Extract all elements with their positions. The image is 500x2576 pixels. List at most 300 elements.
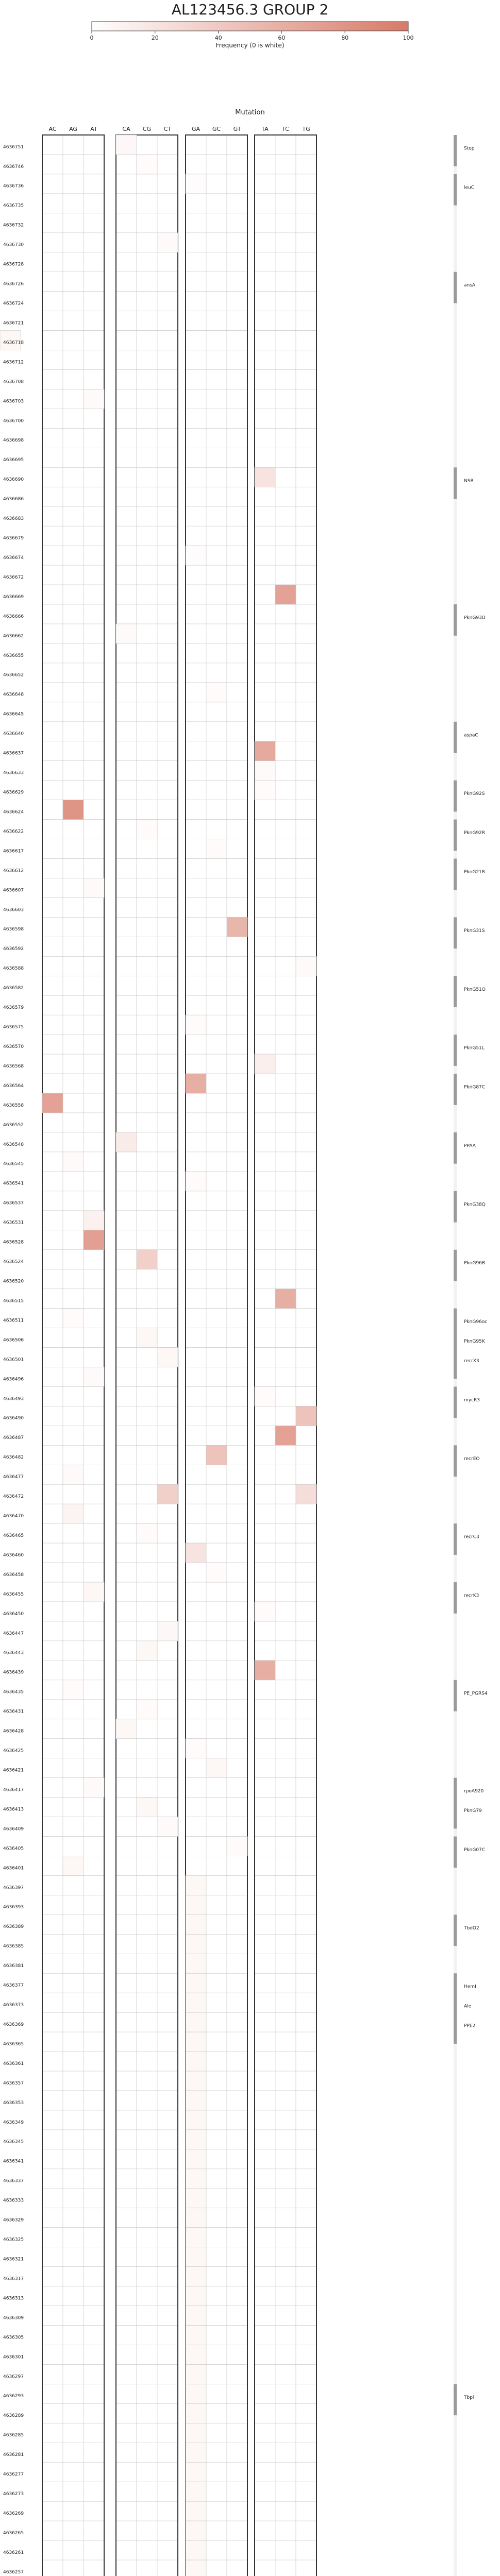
grid-cell <box>84 820 104 839</box>
grid-cell <box>296 585 316 604</box>
grid-cell <box>296 2169 316 2189</box>
grid-cell <box>84 741 104 761</box>
grid-cell <box>116 604 137 624</box>
grid-cell <box>206 1191 227 1211</box>
grid-cell <box>42 1973 63 1993</box>
heat-cell <box>137 155 157 174</box>
grid-cell <box>206 1523 227 1543</box>
grid-cell <box>206 1465 227 1484</box>
grid-cell <box>84 2540 104 2560</box>
grid-cell <box>255 1817 275 1837</box>
grid-cell <box>42 2110 63 2130</box>
grid-cell <box>206 741 227 761</box>
grid-cell <box>84 1856 104 1875</box>
heat-cell <box>296 956 316 976</box>
row-label: 4636629 <box>3 790 24 795</box>
row-label: 4636683 <box>3 516 24 522</box>
row-label: 4636652 <box>3 672 24 678</box>
grid-cell <box>157 1211 178 1230</box>
row-label: 4636617 <box>3 849 24 854</box>
grid-cell <box>296 761 316 781</box>
grid-cell <box>84 1504 104 1523</box>
grid-cell <box>206 2326 227 2345</box>
grid-cell <box>186 526 206 546</box>
grid-cell <box>206 643 227 663</box>
grid-cell <box>42 1348 63 1367</box>
annotation-label: PknG92R <box>464 831 486 836</box>
grid-cell <box>186 741 206 761</box>
row-label: 4636297 <box>3 2374 24 2380</box>
grid-cell <box>296 1191 316 1211</box>
heat-cell <box>186 2560 206 2576</box>
row-label: 4636493 <box>3 1396 24 1402</box>
grid-cell <box>296 2130 316 2149</box>
grid-cell <box>296 1015 316 1035</box>
grid-cell <box>84 135 104 155</box>
grid-cell <box>42 1660 63 1680</box>
annotation-label: PknG87C <box>464 1084 486 1090</box>
grid-cell <box>255 1093 275 1113</box>
grid-cell <box>137 1074 157 1093</box>
grid-cell <box>227 1582 247 1602</box>
grid-cell <box>116 702 137 722</box>
grid-cell <box>227 428 247 448</box>
grid-cell <box>227 487 247 506</box>
grid-cell <box>137 995 157 1015</box>
grid-cell <box>116 448 137 467</box>
grid-cell <box>137 506 157 526</box>
grid-cell <box>275 781 296 800</box>
heat-cell <box>186 2149 206 2169</box>
row-label: 4636329 <box>3 2217 24 2223</box>
grid-cell <box>63 1523 84 1543</box>
grid-cell <box>227 2364 247 2384</box>
grid-cell <box>84 937 104 956</box>
grid-cell <box>63 2423 84 2443</box>
heat-cell <box>63 1680 84 1700</box>
grid-cell <box>296 722 316 741</box>
grid-cell <box>227 1172 247 1191</box>
grid-cell <box>206 252 227 272</box>
grid-cell <box>84 213 104 233</box>
row-label: 4636365 <box>3 2041 24 2047</box>
grid-cell <box>42 331 63 350</box>
grid-cell <box>206 546 227 565</box>
row-label: 4636712 <box>3 360 24 365</box>
grid-cell <box>255 1211 275 1230</box>
grid-cell <box>157 213 178 233</box>
grid-cell <box>255 1563 275 1582</box>
grid-cell <box>186 1641 206 1660</box>
grid-cell <box>137 683 157 702</box>
grid-cell <box>255 213 275 233</box>
grid-cell <box>186 683 206 702</box>
grid-cell <box>206 1035 227 1054</box>
heat-cell <box>186 2032 206 2052</box>
grid-cell <box>157 2130 178 2149</box>
grid-cell <box>227 565 247 585</box>
grid-cell <box>63 1191 84 1211</box>
row-label: 4636746 <box>3 164 24 170</box>
grid-cell <box>63 448 84 467</box>
grid-cell <box>116 526 137 546</box>
grid-cell <box>42 1914 63 1934</box>
heat-cell <box>275 585 296 604</box>
grid-cell <box>186 1837 206 1856</box>
grid-cell <box>255 897 275 917</box>
grid-cell <box>186 1700 206 1719</box>
grid-cell <box>116 1309 137 1328</box>
grid-cell <box>227 2326 247 2345</box>
grid-cell <box>227 272 247 292</box>
grid-cell <box>255 2540 275 2560</box>
grid-cell <box>275 1602 296 1621</box>
grid-cell <box>227 2267 247 2286</box>
grid-cell <box>116 2189 137 2208</box>
grid-cell <box>137 1856 157 1875</box>
grid-cell <box>296 2032 316 2052</box>
grid-cell <box>255 2364 275 2384</box>
grid-cell <box>275 1641 296 1660</box>
grid-cell <box>157 1719 178 1739</box>
grid-cell <box>137 2228 157 2247</box>
grid-cell <box>206 1778 227 1798</box>
row-label: 4636439 <box>3 1670 24 1675</box>
grid-cell <box>186 1856 206 1875</box>
grid-cell <box>206 1309 227 1328</box>
grid-cell <box>275 331 296 350</box>
grid-cell <box>296 448 316 467</box>
row-label: 4636285 <box>3 2433 24 2438</box>
annotation-label: ansA <box>464 283 476 289</box>
row-label: 4636373 <box>3 2003 24 2008</box>
grid-cell <box>157 409 178 428</box>
grid-cell <box>116 1856 137 1875</box>
grid-cell <box>42 1504 63 1523</box>
heat-cell <box>186 1172 206 1191</box>
grid-cell <box>84 487 104 506</box>
grid-cell <box>42 1954 63 1973</box>
grid-cell <box>116 643 137 663</box>
grid-cell <box>296 1093 316 1113</box>
grid-cell <box>186 800 206 820</box>
grid-cell <box>157 1680 178 1700</box>
grid-cell <box>157 350 178 370</box>
grid-cell <box>227 1328 247 1348</box>
grid-cell <box>137 546 157 565</box>
grid-cell <box>227 350 247 370</box>
grid-cell <box>157 526 178 546</box>
row-label: 4636455 <box>3 1591 24 1597</box>
grid-cell <box>275 2012 296 2032</box>
grid-cell <box>255 370 275 389</box>
grid-cell <box>275 370 296 389</box>
grid-cell <box>255 2130 275 2149</box>
grid-cell <box>42 956 63 976</box>
grid-cell <box>42 2052 63 2071</box>
annotation-bar <box>454 1386 457 1418</box>
annotation-bar <box>454 859 457 890</box>
column-label-top: AG <box>69 126 77 132</box>
grid-cell <box>116 683 137 702</box>
grid-cell <box>186 467 206 487</box>
grid-cell <box>186 1817 206 1837</box>
grid-cell <box>137 1035 157 1054</box>
grid-cell <box>206 1328 227 1348</box>
row-label: 4636622 <box>3 829 24 835</box>
grid-cell <box>275 859 296 878</box>
heat-cell <box>186 2267 206 2286</box>
grid-cell <box>42 174 63 194</box>
column-label-top: CT <box>163 126 172 132</box>
heat-cell <box>63 1504 84 1523</box>
grid-cell <box>227 1035 247 1054</box>
grid-cell <box>116 897 137 917</box>
heat-cell <box>137 1700 157 1719</box>
grid-cell <box>255 389 275 409</box>
grid-cell <box>206 917 227 937</box>
grid-cell <box>227 252 247 272</box>
grid-cell <box>275 213 296 233</box>
grid-cell <box>157 1895 178 1914</box>
grid-cell <box>63 2384 84 2403</box>
grid-cell <box>186 194 206 213</box>
grid-cell <box>227 1132 247 1152</box>
grid-cell <box>296 2482 316 2501</box>
grid-cell <box>255 2306 275 2326</box>
row-label: 4636686 <box>3 497 24 502</box>
grid-cell <box>116 2149 137 2169</box>
grid-cell <box>116 1934 137 1954</box>
grid-cell <box>206 2208 227 2228</box>
grid-cell <box>227 2443 247 2462</box>
grid-cell <box>186 761 206 781</box>
grid-cell <box>157 506 178 526</box>
annotation-label: TbdO2 <box>464 1925 479 1931</box>
grid-cell <box>137 1269 157 1289</box>
grid-cell <box>157 1641 178 1660</box>
grid-cell <box>116 2501 137 2521</box>
grid-cell <box>186 1328 206 1348</box>
grid-cell <box>84 761 104 781</box>
grid-cell <box>206 1230 227 1250</box>
grid-cell <box>137 1406 157 1426</box>
grid-cell <box>275 252 296 272</box>
grid-cell <box>296 2052 316 2071</box>
grid-cell <box>296 1367 316 1386</box>
grid-cell <box>275 2110 296 2130</box>
grid-cell <box>206 663 227 683</box>
grid-cell <box>42 1602 63 1621</box>
grid-cell <box>137 663 157 683</box>
grid-cell <box>275 917 296 937</box>
grid-cell <box>42 2208 63 2228</box>
grid-cell <box>63 781 84 800</box>
grid-cell <box>84 2326 104 2345</box>
grid-cell <box>206 1875 227 1895</box>
grid-cell <box>227 1934 247 1954</box>
grid-cell <box>63 820 84 839</box>
grid-cell <box>116 213 137 233</box>
annotation-bar <box>454 174 457 206</box>
grid-cell <box>255 1309 275 1328</box>
grid-cell <box>42 2482 63 2501</box>
grid-cell <box>63 1993 84 2012</box>
grid-cell <box>206 1211 227 1230</box>
grid-cell <box>227 2345 247 2364</box>
grid-cell <box>157 546 178 565</box>
grid-cell <box>157 1172 178 1191</box>
grid-cell <box>84 1660 104 1680</box>
grid-cell <box>42 2228 63 2247</box>
row-label: 4636564 <box>3 1083 24 1089</box>
grid-cell <box>157 1113 178 1132</box>
grid-cell <box>137 1680 157 1700</box>
grid-cell <box>255 1993 275 2012</box>
grid-cell <box>296 1837 316 1856</box>
grid-cell <box>84 565 104 585</box>
grid-cell <box>227 1367 247 1386</box>
column-label-top: AC <box>48 126 57 132</box>
grid-cell <box>275 1973 296 1993</box>
grid-cell <box>206 428 227 448</box>
grid-cell <box>157 2326 178 2345</box>
grid-cell <box>137 2032 157 2052</box>
annotation-label: PPE2 <box>464 2023 476 2029</box>
grid-cell <box>186 1504 206 1523</box>
grid-cell <box>227 1504 247 1523</box>
heat-cell <box>255 1660 275 1680</box>
grid-cell <box>42 604 63 624</box>
grid-cell <box>227 1914 247 1934</box>
grid-cell <box>116 956 137 976</box>
grid-cell <box>116 2364 137 2384</box>
colorbar-tick-label: 60 <box>278 35 286 41</box>
grid-cell <box>227 2130 247 2149</box>
grid-cell <box>275 1191 296 1211</box>
grid-cell <box>275 1837 296 1856</box>
grid-cell <box>227 526 247 546</box>
grid-cell <box>296 1386 316 1406</box>
grid-cell <box>116 722 137 741</box>
grid-cell <box>137 2071 157 2091</box>
annotation-bar <box>454 1582 457 1614</box>
row-label: 4636579 <box>3 1005 24 1011</box>
annotation-bar <box>454 1074 457 1105</box>
grid-cell <box>206 389 227 409</box>
grid-cell <box>255 683 275 702</box>
grid-cell <box>157 995 178 1015</box>
grid-cell <box>137 1348 157 1367</box>
grid-cell <box>227 1484 247 1504</box>
grid-cell <box>116 311 137 331</box>
heat-cell <box>157 1817 178 1837</box>
grid-cell <box>206 292 227 311</box>
grid-cell <box>116 663 137 683</box>
grid-cell <box>84 2521 104 2540</box>
grid-cell <box>255 722 275 741</box>
grid-cell <box>296 1504 316 1523</box>
grid-cell <box>186 878 206 897</box>
grid-cell <box>42 1837 63 1856</box>
grid-cell <box>255 292 275 311</box>
grid-cell <box>42 1230 63 1250</box>
grid-cell <box>255 2521 275 2540</box>
grid-cell <box>206 604 227 624</box>
grid-cell <box>157 1700 178 1719</box>
grid-cell <box>63 174 84 194</box>
grid-cell <box>137 1367 157 1386</box>
annotation-label: recrK3 <box>464 1593 479 1599</box>
grid-cell <box>296 1250 316 1269</box>
grid-cell <box>227 1993 247 2012</box>
row-label: 4636289 <box>3 2413 24 2419</box>
grid-cell <box>255 1230 275 1250</box>
grid-cell <box>137 1778 157 1798</box>
grid-cell <box>42 448 63 467</box>
annotation-label: recrEO <box>464 1456 480 1462</box>
grid-cell <box>84 1015 104 1035</box>
grid-cell <box>296 1582 316 1602</box>
grid-cell <box>157 1191 178 1211</box>
row-label: 4636607 <box>3 888 24 893</box>
grid-cell <box>296 2501 316 2521</box>
grid-cell <box>116 1269 137 1289</box>
grid-cell <box>84 1348 104 1367</box>
grid-cell <box>186 1367 206 1386</box>
grid-cell <box>296 897 316 917</box>
grid-cell <box>227 2306 247 2326</box>
grid-cell <box>206 1602 227 1621</box>
grid-cell <box>116 1875 137 1895</box>
grid-cell <box>116 1445 137 1465</box>
annotation-bar <box>454 2384 457 2415</box>
grid-cell <box>206 565 227 585</box>
row-label: 4636393 <box>3 1905 24 1910</box>
grid-cell <box>63 937 84 956</box>
grid-cell <box>137 1172 157 1191</box>
grid-cell <box>255 1132 275 1152</box>
grid-cell <box>206 781 227 800</box>
grid-cell <box>84 2443 104 2462</box>
grid-cell <box>255 917 275 937</box>
grid-cell <box>186 1426 206 1445</box>
annotation-bar <box>454 1250 457 1281</box>
grid-cell <box>63 1289 84 1309</box>
grid-cell <box>227 2012 247 2032</box>
grid-cell <box>227 585 247 604</box>
grid-cell <box>157 1660 178 1680</box>
row-label: 4636531 <box>3 1220 24 1226</box>
grid-cell <box>227 1778 247 1798</box>
grid-cell <box>157 252 178 272</box>
grid-cell <box>275 2384 296 2403</box>
grid-cell <box>206 448 227 467</box>
grid-cell <box>157 2521 178 2540</box>
grid-cell <box>84 976 104 995</box>
heat-cell <box>227 1837 247 1856</box>
grid-cell <box>137 1504 157 1523</box>
grid-cell <box>296 1426 316 1445</box>
grid-cell <box>42 350 63 370</box>
annotation-bar <box>454 1523 457 1555</box>
grid-cell <box>157 2052 178 2071</box>
grid-cell <box>206 2521 227 2540</box>
grid-cell <box>137 252 157 272</box>
grid-cell <box>84 1993 104 2012</box>
grid-cell <box>255 839 275 859</box>
grid-cell <box>116 1778 137 1798</box>
